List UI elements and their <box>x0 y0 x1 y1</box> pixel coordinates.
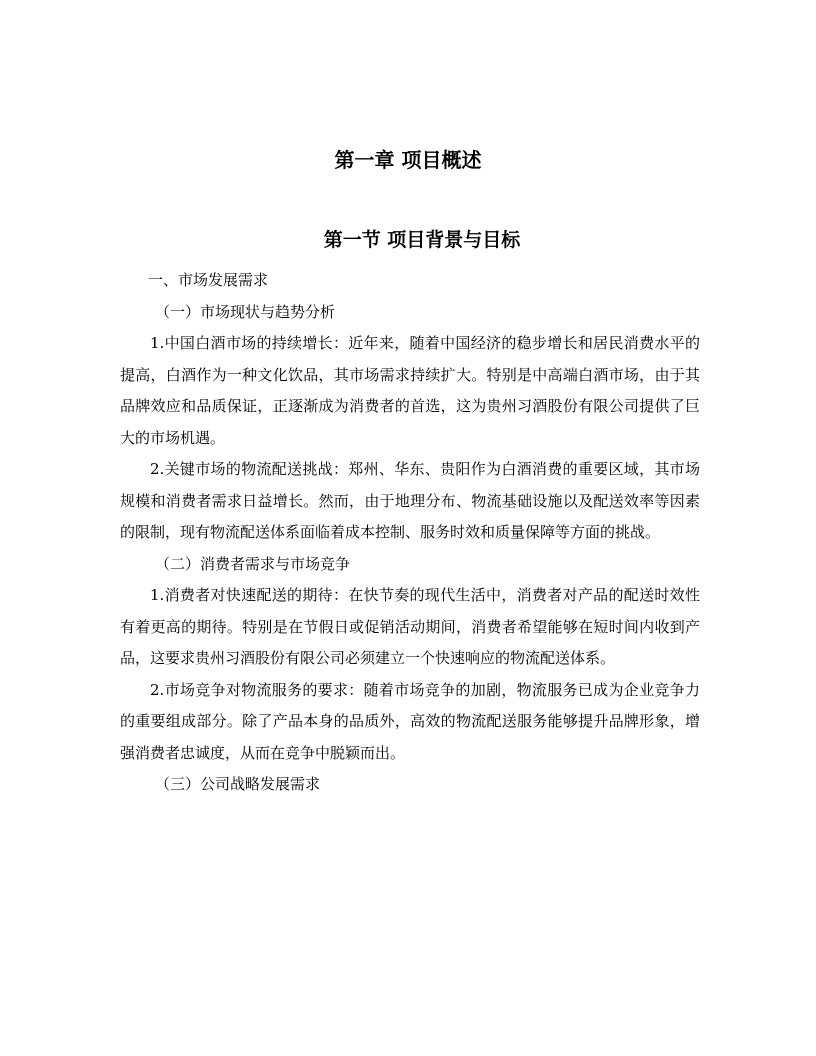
paragraph-competition: 2.市场竞争对物流服务的要求：随着市场竞争的加剧，物流服务已成为企业竞争力的重要组成部分。除了产品本身的品质外，高效的物流配送服务能够提升品牌形象，增强消费者忠诚度，从而在竞争中脱颖而出。 <box>120 680 700 762</box>
subheading-consumer-demand: （二）消费者需求与市场竞争 <box>155 554 351 573</box>
document-body <box>120 265 700 801</box>
paragraph-logistics-challenge: 2.关键市场的物流配送挑战：郑州、华东、贵阳作为白酒消费的重要区域，其市场规模和消费者需求日益增长。然而，由于地理分布、物流基础设施以及配送效率等因素的限制，现有物流配送体系面临着成本控制、服务时效和质量保障等方面的挑战。 <box>120 460 700 541</box>
paragraph-fast-delivery: 1.消费者对快速配送的期待：在快节奏的现代生活中，消费者对产品的配送时效性有着更高的期待。特别是在节假日或促销活动期间，消费者希望能够在短时间内收到产品，这要求贵州习酒股份有限公司必须建立一个快速响应的物流配送体系。 <box>120 586 700 667</box>
chapter-title: 第一章 项目概述 <box>334 148 482 172</box>
heading-market-demand: 一、市场发展需求 <box>148 271 269 289</box>
subheading-market-status: （一）市场现状与趋势分析 <box>155 302 336 321</box>
section-title: 第一节 项目背景与目标 <box>323 229 521 251</box>
subheading-strategy: （三）公司战略发展需求 <box>155 775 321 793</box>
paragraph-market-growth: 1.中国白酒市场的持续增长：近年来，随着中国经济的稳步增长和居民消费水平的提高，白酒作为一种文化饮品，其市场需求持续扩大。特别是中高端白酒市场，由于其品牌效应和品质保证，正逐渐成为消费者的首选，这为贵州习酒股份有限公司提供了巨大的市场机遇。 <box>120 334 700 447</box>
